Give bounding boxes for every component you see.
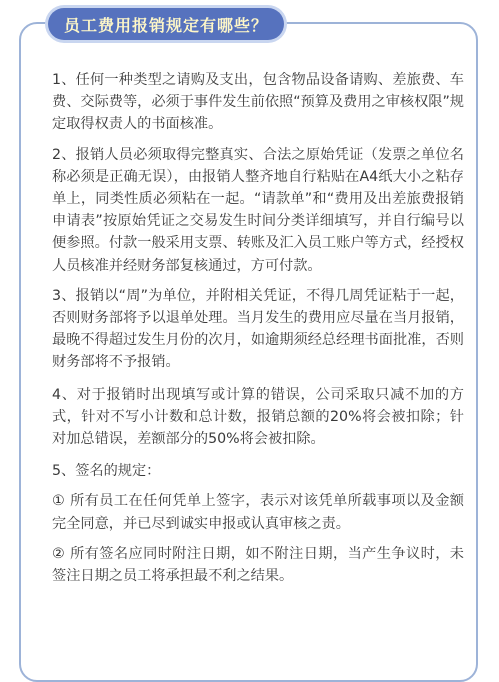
paragraph-2: 2、报销人员必须取得完整真实、合法之原始凭证（发票之单位名称必须是正确无误），由报销人整齐地自行粘贴在A4纸大小之粘存单上，同类性质必须粘在一起。“请款单”和“费用及出差旅费报销申请表”按原始凭证之交易发生时间分类详细填写，并自行编号以便参照。付款一般采用支票、转账及汇入员工账户等方式，经授权人员核准并经财务部复核通过，方可付款。 (52, 146, 464, 274)
signature-rule-2: ② 所有签名应同时附注日期，如不附注日期，当产生争议时，未签注日期之员工将承担最不利之结果。 (52, 545, 464, 585)
page-title: 员工费用报销规定有哪些？ (63, 15, 268, 35)
paragraph-4: 4、对于报销时出现填写或计算的错误，公司采取只减不加的方式，针对不写小计数和总计数，报销总额的20%将会被扣除；针对加总错误，差额部分的50%将会被扣除。 (52, 386, 464, 448)
signature-rule-1: ① 所有员工在任何凭单上签字，表示对该凭单所载事项以及金额完全同意，并已尽到诚实申报或认真审核之责。 (52, 493, 464, 532)
title-badge (48, 8, 284, 40)
paragraph-1: 1、任何一种类型之请购及支出，包含物品设备请购、差旅费、车费、交际费等，必须于事件发生前依照“预算及费用之审核权限”规定取得权责人的书面核准。 (52, 72, 464, 133)
paragraph-5-heading: 5、签名的规定： (52, 463, 161, 480)
article-body (52, 69, 464, 597)
paragraph-3: 3、报销以“周”为单位，并附相关凭证，不得几周凭证粘于一起，否则财务部将予以退单处理。当月发生的费用应尽量在当月报销，最晚不得超过发生月份的次月，如逾期须经总经理书面批准，否则财务部将不予报销。 (52, 287, 464, 371)
